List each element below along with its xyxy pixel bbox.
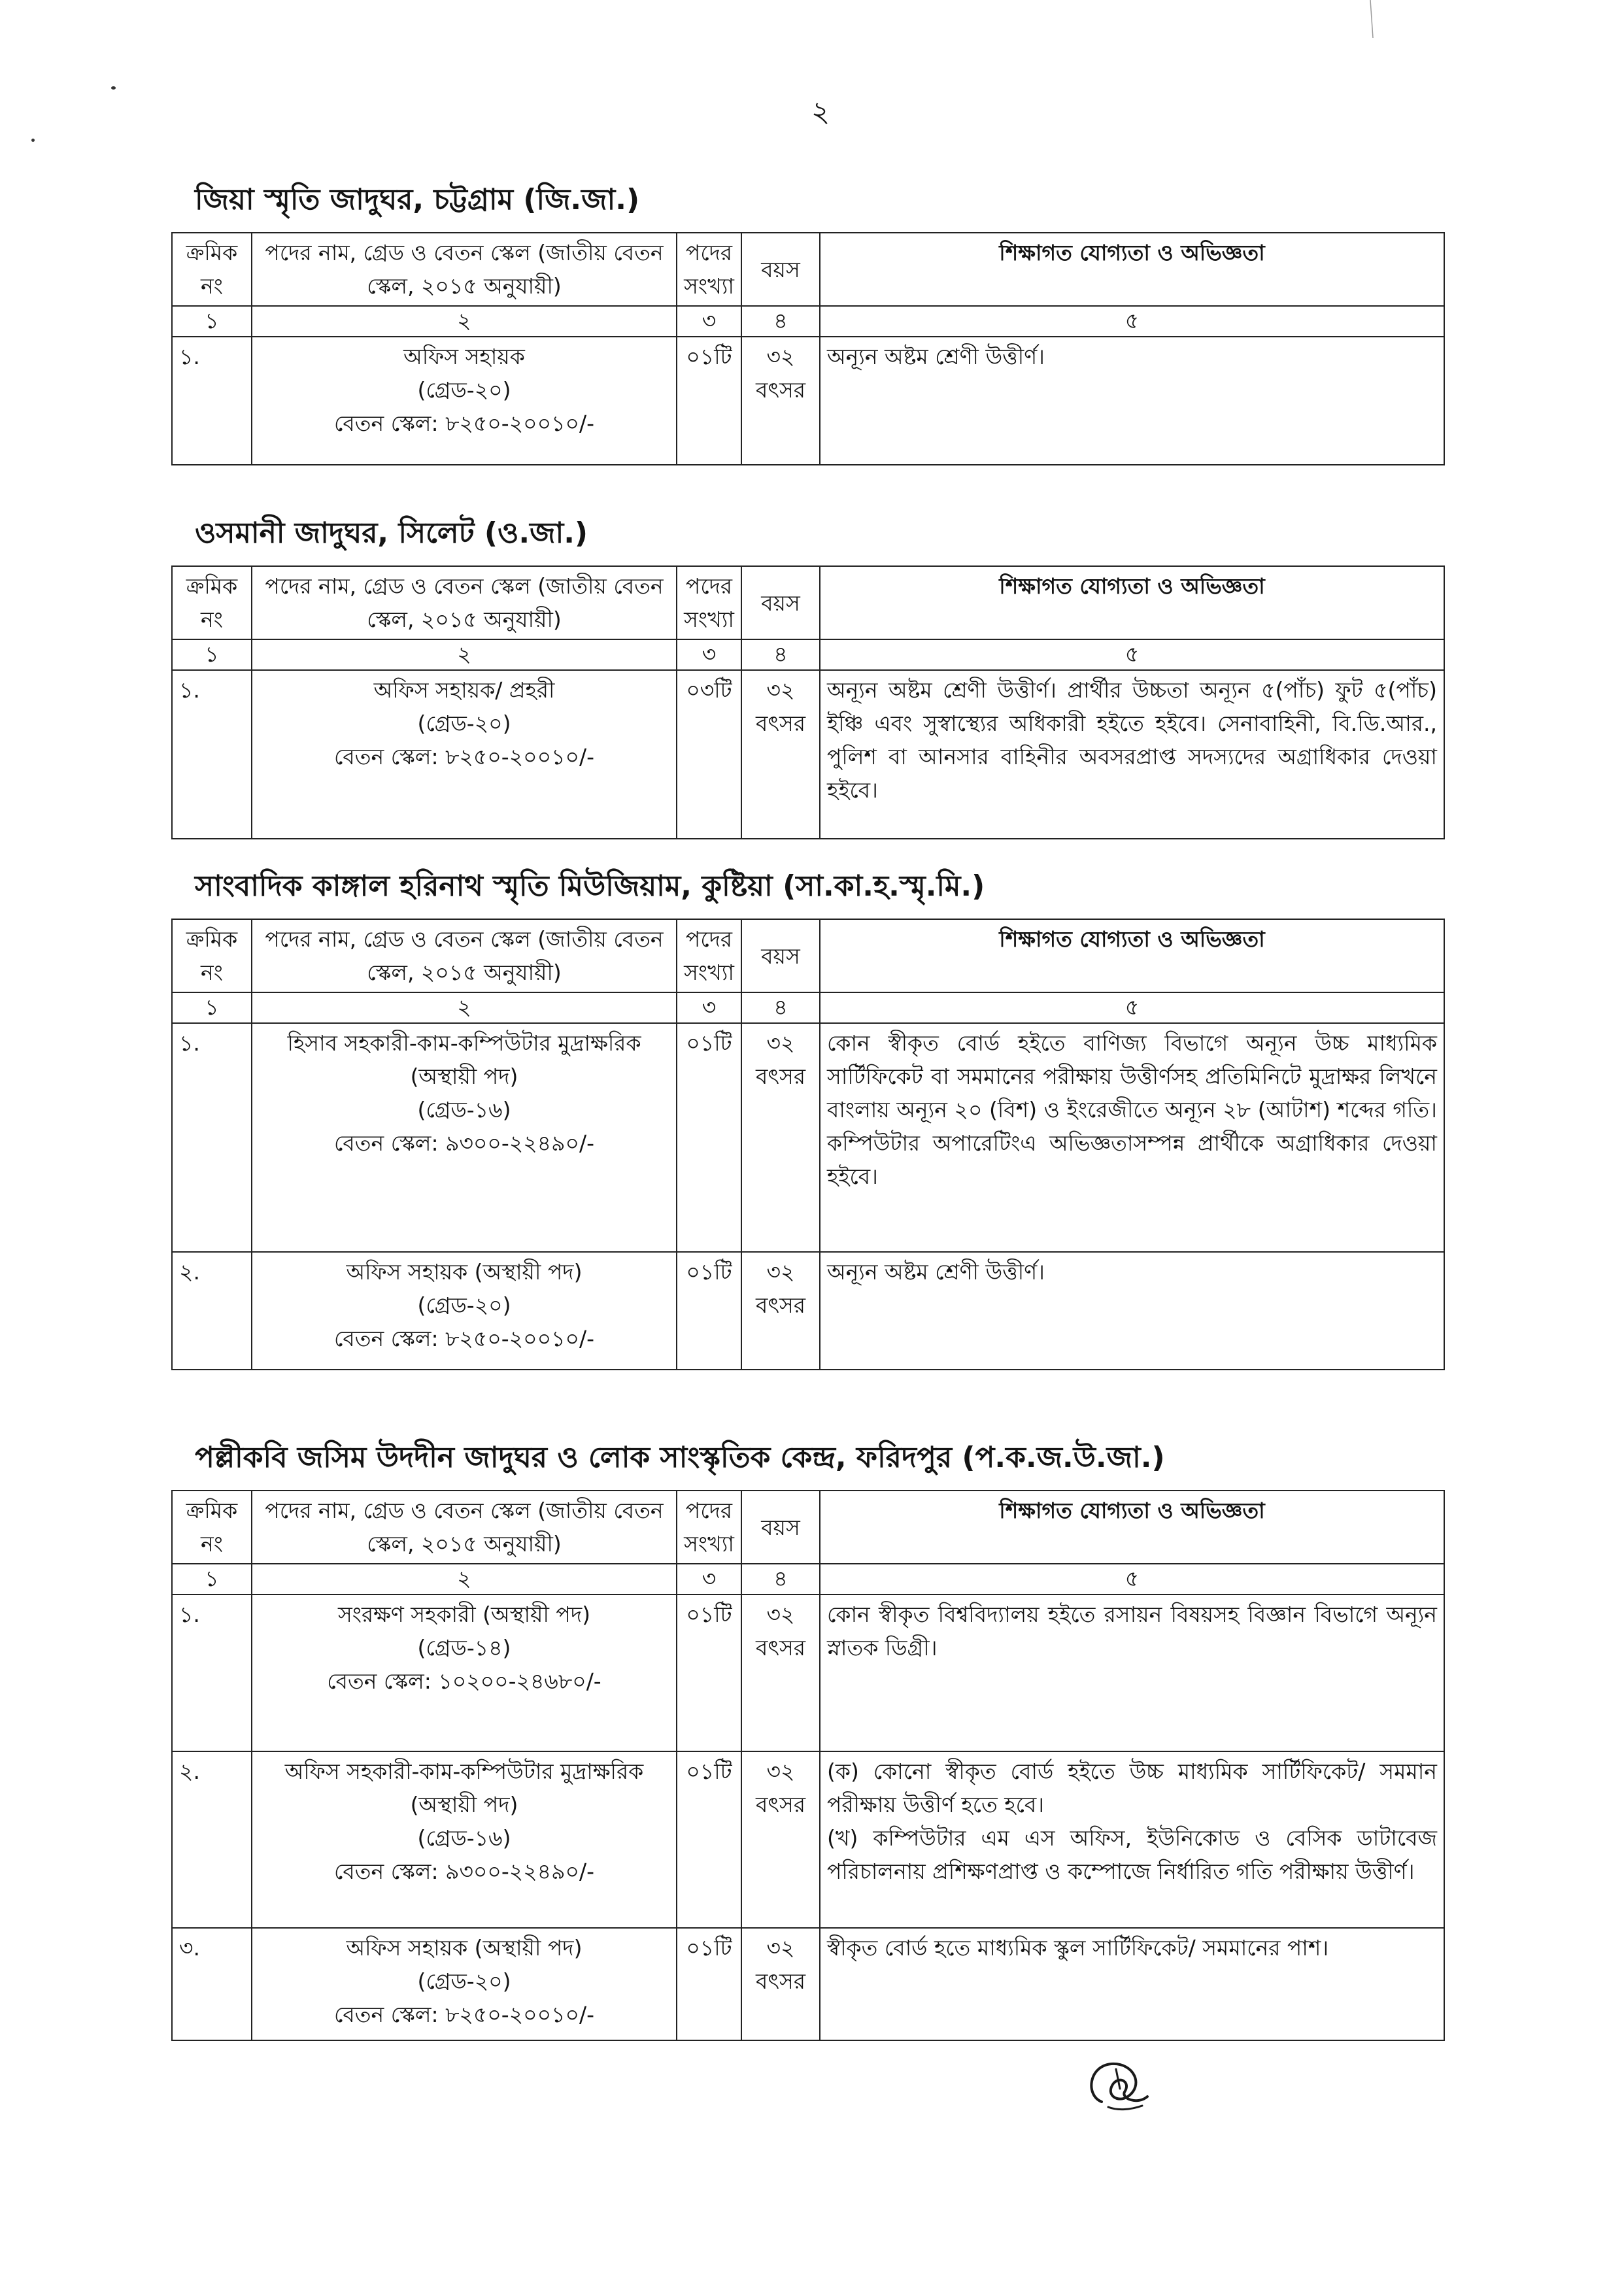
row-serial: ১. xyxy=(172,337,252,465)
jobs-table xyxy=(171,565,1445,839)
section-title: পল্লীকবি জসিম উদদীন জাদুঘর ও লোক সাংস্কৃতিক কেন্দ্র, ফরিদপুর (প.ক.জ.উ.জা.) xyxy=(195,1441,1165,1474)
age-unit: বৎসর xyxy=(756,1292,805,1318)
column-number: ৫ xyxy=(820,639,1444,670)
post-cell xyxy=(252,1751,677,1928)
post-line: বেতন স্কেল: ৮২৫০-২০০১০/- xyxy=(334,1326,594,1352)
qualification-cell: অন্যূন অষ্টম শ্রেণী উত্তীর্ণ। xyxy=(820,337,1444,465)
header-age: বয়স xyxy=(741,919,820,992)
age-cell xyxy=(741,1928,820,2040)
header-age: বয়স xyxy=(741,233,820,306)
post-line: বেতন স্কেল: ১০২০০-২৪৬৮০/- xyxy=(327,1668,601,1695)
table-row xyxy=(172,670,1444,839)
qualification-cell: কোন স্বীকৃত বোর্ড হইতে বাণিজ্য বিভাগে অন্যূন উচ্চ মাধ্যমিক সার্টিফিকেট বা সমমানের পরীক্ষায় উত্তীর্ণসহ প্রতিমিনিটে মুদ্রাক্ষর লিখনে বাংলায় অন্যূন ২০ (বিশ) ও ইংরেজীতে অন্যূন ২৮ (আটাশ) শব্দের গতি। কম্পিউটার অপারেটিংএ অভিজ্ঞতাসম্পন্ন প্রার্থীকে অগ্রাধিকার দেওয়া হইবে। xyxy=(820,1023,1444,1252)
column-number: ৫ xyxy=(820,1564,1444,1594)
post-cell xyxy=(252,1252,677,1370)
header-post: পদের নাম, গ্রেড ও বেতন স্কেল (জাতীয় বেতন স্কেল, ২০১৫ অনুযায়ী) xyxy=(252,1491,677,1564)
post-line: অফিস সহায়ক (অস্থায়ী পদ) xyxy=(346,1934,583,1961)
age-value: ৩২ xyxy=(766,1758,795,1784)
column-number: ৪ xyxy=(741,306,820,337)
column-number: ১ xyxy=(172,306,252,337)
table-row xyxy=(172,1023,1444,1252)
qualification-cell: স্বীকৃত বোর্ড হতে মাধ্যমিক স্কুল সার্টিফিকেট/ সমমানের পাশ। xyxy=(820,1928,1444,2040)
post-count: ০১টি xyxy=(677,1594,741,1751)
column-number: ৩ xyxy=(677,639,741,670)
row-serial: ২. xyxy=(172,1252,252,1370)
header-count: পদের সংখ্যা xyxy=(677,1491,741,1564)
header-serial: ক্রমিক নং xyxy=(172,1491,252,1564)
post-line: (গ্রেড-২০) xyxy=(417,377,511,403)
post-line: বেতন স্কেল: ৮২৫০-২০০১০/- xyxy=(334,411,594,437)
post-line: (গ্রেড-২০) xyxy=(417,1968,511,1994)
header-count: পদের সংখ্যা xyxy=(677,566,741,639)
post-line: (গ্রেড-২০) xyxy=(417,710,511,736)
header-qualification: শিক্ষাগত যোগ্যতা ও অভিজ্ঞতা xyxy=(820,919,1444,992)
section-title: ওসমানী জাদুঘর, সিলেট (ও.জা.) xyxy=(195,516,588,550)
post-line: বেতন স্কেল: ৯৩০০-২২৪৯০/- xyxy=(334,1859,594,1885)
column-number: ৩ xyxy=(677,1564,741,1594)
post-count: ০৩টি xyxy=(677,670,741,839)
table-header-row xyxy=(172,1491,1444,1564)
column-number: ৩ xyxy=(677,992,741,1023)
age-cell xyxy=(741,1751,820,1928)
jobs-table xyxy=(171,919,1445,1370)
post-line: বেতন স্কেল: ৮২৫০-২০০১০/- xyxy=(334,744,594,770)
age-cell xyxy=(741,337,820,465)
scan-speck xyxy=(111,86,116,90)
section-title: সাংবাদিক কাঙ্গাল হরিনাথ স্মৃতি মিউজিয়াম, কুষ্টিয়া (সা.কা.হ.স্মৃ.মি.) xyxy=(195,869,985,903)
column-number: ১ xyxy=(172,639,252,670)
age-value: ৩২ xyxy=(766,1934,795,1961)
post-cell xyxy=(252,1928,677,2040)
column-number: ৩ xyxy=(677,306,741,337)
column-number: ২ xyxy=(252,992,677,1023)
table-header-row xyxy=(172,919,1444,992)
column-number-row xyxy=(172,992,1444,1023)
header-count: পদের সংখ্যা xyxy=(677,233,741,306)
table-header-row xyxy=(172,566,1444,639)
table-row xyxy=(172,1252,1444,1370)
column-number: ২ xyxy=(252,639,677,670)
column-number: ২ xyxy=(252,306,677,337)
row-serial: ১. xyxy=(172,1023,252,1252)
post-line: হিসাব সহকারী-কাম-কম্পিউটার মুদ্রাক্ষরিক xyxy=(287,1030,641,1056)
qualification-cell xyxy=(820,1751,1444,1928)
age-cell xyxy=(741,670,820,839)
post-count: ০১টি xyxy=(677,1751,741,1928)
age-value: ৩২ xyxy=(766,677,795,703)
qualification-cell: অন্যূন অষ্টম শ্রেণী উত্তীর্ণ। xyxy=(820,1252,1444,1370)
column-number: ৪ xyxy=(741,992,820,1023)
post-count: ০১টি xyxy=(677,337,741,465)
column-number: ৫ xyxy=(820,992,1444,1023)
header-post: পদের নাম, গ্রেড ও বেতন স্কেল (জাতীয় বেতন স্কেল, ২০১৫ অনুযায়ী) xyxy=(252,566,677,639)
age-unit: বৎসর xyxy=(756,1063,805,1089)
jobs-table xyxy=(171,1490,1445,2041)
column-number-row xyxy=(172,639,1444,670)
age-value: ৩২ xyxy=(766,343,795,369)
header-age: বয়স xyxy=(741,566,820,639)
post-cell xyxy=(252,1594,677,1751)
age-cell xyxy=(741,1594,820,1751)
age-value: ৩২ xyxy=(766,1030,795,1056)
scan-scratch xyxy=(1370,0,1374,39)
post-count: ০১টি xyxy=(677,1252,741,1370)
table-row xyxy=(172,1928,1444,2040)
table-row xyxy=(172,337,1444,465)
row-serial: ১. xyxy=(172,670,252,839)
row-serial: ৩. xyxy=(172,1928,252,2040)
header-count: পদের সংখ্যা xyxy=(677,919,741,992)
post-line: বেতন স্কেল: ৮২৫০-২০০১০/- xyxy=(334,2002,594,2028)
post-line: বেতন স্কেল: ৯৩০০-২২৪৯০/- xyxy=(334,1130,594,1156)
header-post: পদের নাম, গ্রেড ও বেতন স্কেল (জাতীয় বেতন স্কেল, ২০১৫ অনুযায়ী) xyxy=(252,233,677,306)
post-cell xyxy=(252,1023,677,1252)
museum-section xyxy=(171,178,1445,465)
post-count: ০১টি xyxy=(677,1023,741,1252)
post-line: (গ্রেড-১৬) xyxy=(417,1097,511,1123)
header-qualification: শিক্ষাগত যোগ্যতা ও অভিজ্ঞতা xyxy=(820,566,1444,639)
post-line: (গ্রেড-১৪) xyxy=(417,1634,511,1661)
post-line: অফিস সহায়ক/ প্রহরী xyxy=(373,677,555,703)
section-title: জিয়া স্মৃতি জাদুঘর, চট্টগ্রাম (জি.জা.) xyxy=(195,183,640,216)
header-serial: ক্রমিক নং xyxy=(172,233,252,306)
post-line: (অস্থায়ী পদ) xyxy=(410,1791,518,1817)
post-line: অফিস সহকারী-কাম-কম্পিউটার মুদ্রাক্ষরিক xyxy=(284,1758,644,1784)
age-unit: বৎসর xyxy=(756,1791,805,1817)
column-number: ৪ xyxy=(741,639,820,670)
post-line: অফিস সহায়ক xyxy=(403,343,525,369)
qualification-cell: অন্যূন অষ্টম শ্রেণী উত্তীর্ণ। প্রার্থীর উচ্চতা অন্যূন ৫(পাঁচ) ফুট ৫(পাঁচ) ইঞ্চি এবং সুস্বাস্থ্যের অধিকারী হইতে হইবে। সেনাবাহিনী, বি.ডি.আর., পুলিশ বা আনসার বাহিনীর অবসরপ্রাপ্ত সদস্যদের অগ্রাধিকার দেওয়া হইবে। xyxy=(820,670,1444,839)
museum-section xyxy=(171,864,1445,1370)
jobs-table xyxy=(171,232,1445,465)
header-serial: ক্রমিক নং xyxy=(172,919,252,992)
header-post: পদের নাম, গ্রেড ও বেতন স্কেল (জাতীয় বেতন স্কেল, ২০১৫ অনুযায়ী) xyxy=(252,919,677,992)
header-qualification: শিক্ষাগত যোগ্যতা ও অভিজ্ঞতা xyxy=(820,233,1444,306)
column-number: ১ xyxy=(172,992,252,1023)
column-number: ৫ xyxy=(820,306,1444,337)
signature-initials xyxy=(1082,2056,1154,2115)
row-serial: ১. xyxy=(172,1594,252,1751)
post-cell xyxy=(252,337,677,465)
age-unit: বৎসর xyxy=(756,1634,805,1661)
header-qualification: শিক্ষাগত যোগ্যতা ও অভিজ্ঞতা xyxy=(820,1491,1444,1564)
age-cell xyxy=(741,1252,820,1370)
age-value: ৩২ xyxy=(766,1258,795,1285)
page-number: ২ xyxy=(811,95,830,129)
post-line: (অস্থায়ী পদ) xyxy=(410,1063,518,1089)
post-line: সংরক্ষণ সহকারী (অস্থায়ী পদ) xyxy=(337,1601,591,1627)
museum-section xyxy=(171,1436,1445,2041)
age-cell xyxy=(741,1023,820,1252)
post-line: (গ্রেড-১৬) xyxy=(417,1825,511,1851)
header-age: বয়স xyxy=(741,1491,820,1564)
qualification-part: (ক) কোনো স্বীকৃত বোর্ড হইতে উচ্চ মাধ্যমিক সার্টিফিকেট/ সমমান পরীক্ষায় উত্তীর্ণ হতে হবে। xyxy=(827,1758,1437,1817)
post-cell xyxy=(252,670,677,839)
museum-section xyxy=(171,511,1445,839)
age-unit: বৎসর xyxy=(756,710,805,736)
column-number: ৪ xyxy=(741,1564,820,1594)
table-row xyxy=(172,1751,1444,1928)
qualification-part: (খ) কম্পিউটার এম এস অফিস, ইউনিকোড ও বেসিক ডাটাবেজ পরিচালনায় প্রশিক্ষণপ্রাপ্ত ও কম্পোজে নির্ধারিত গতি পরীক্ষায় উত্তীর্ণ। xyxy=(827,1825,1437,1885)
header-serial: ক্রমিক নং xyxy=(172,566,252,639)
table-header-row xyxy=(172,233,1444,306)
column-number-row xyxy=(172,306,1444,337)
qualification-cell: কোন স্বীকৃত বিশ্ববিদ্যালয় হইতে রসায়ন বিষয়সহ বিজ্ঞান বিভাগে অন্যূন স্নাতক ডিগ্রী। xyxy=(820,1594,1444,1751)
column-number: ১ xyxy=(172,1564,252,1594)
table-row xyxy=(172,1594,1444,1751)
age-unit: বৎসর xyxy=(756,377,805,403)
age-unit: বৎসর xyxy=(756,1968,805,1994)
column-number-row xyxy=(172,1564,1444,1594)
post-count: ০১টি xyxy=(677,1928,741,2040)
scan-speck xyxy=(31,139,35,142)
post-line: অফিস সহায়ক (অস্থায়ী পদ) xyxy=(346,1258,583,1285)
column-number: ২ xyxy=(252,1564,677,1594)
age-value: ৩২ xyxy=(766,1601,795,1627)
row-serial: ২. xyxy=(172,1751,252,1928)
post-line: (গ্রেড-২০) xyxy=(417,1292,511,1318)
